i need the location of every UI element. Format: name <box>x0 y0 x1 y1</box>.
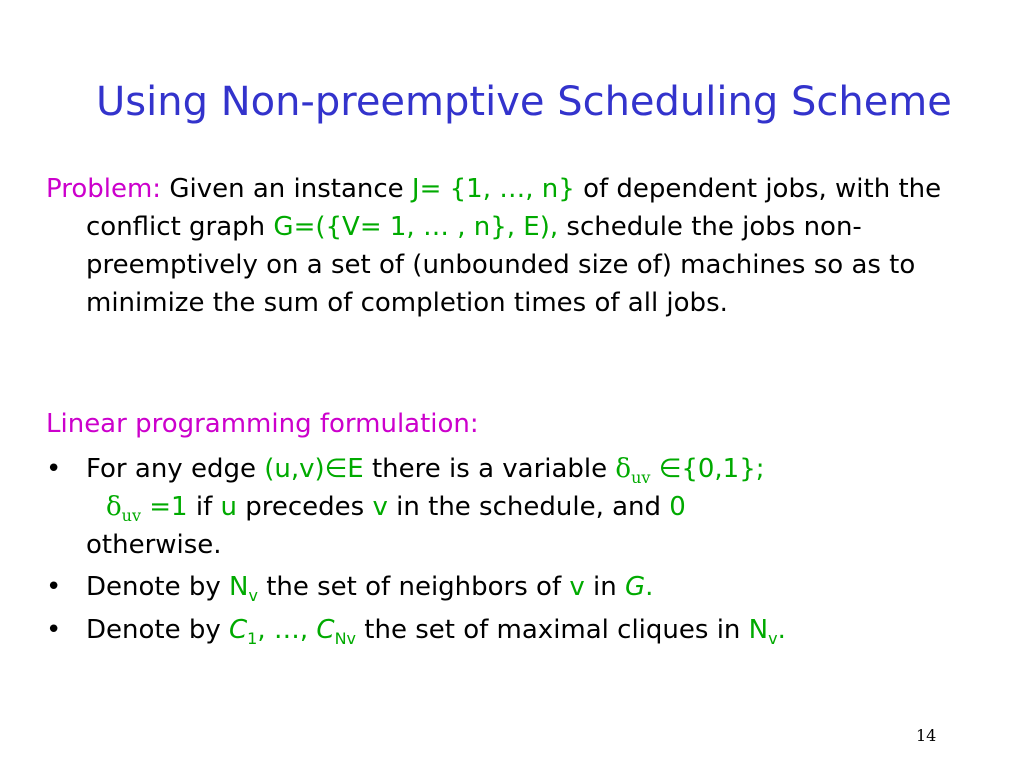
problem-math-1: J= {1, …, n} <box>411 174 575 204</box>
b1-delta <box>615 454 651 488</box>
b1-text-2: there is a variable <box>371 454 608 484</box>
b3-c2: C <box>316 615 335 645</box>
bullet-line <box>86 526 976 564</box>
b1-math-5: v <box>372 492 388 522</box>
b1-text-6: otherwise. <box>86 530 222 560</box>
b1-delta-2 <box>106 492 141 526</box>
b1-math-6: 0 <box>669 492 686 522</box>
b1-text-1: For any edge <box>86 454 256 484</box>
b1-math-2: ∈{0,1}; <box>658 454 765 484</box>
b2-text-3: in <box>593 572 617 602</box>
b1-delta-symbol: δ <box>615 454 632 484</box>
problem-text-2: of dependent jobs, with the conflict graph <box>86 174 942 242</box>
bullet-text <box>86 568 976 606</box>
b1-delta-sub: uv <box>631 468 651 488</box>
problem-paragraph <box>46 170 1016 322</box>
b1-text-5: in the schedule, and <box>396 492 662 522</box>
bullet-text <box>86 450 976 564</box>
lp-heading: Linear programming formulation: <box>46 409 479 439</box>
b1-delta-sub-2: uv <box>121 506 141 526</box>
problem-text-1: Given an instance <box>169 174 404 204</box>
b3-c1: C <box>229 615 248 645</box>
b3-math-4 <box>748 615 786 649</box>
b1-delta-symbol-2: δ <box>106 492 122 522</box>
page-number: 14 <box>916 726 937 745</box>
bullet-text <box>86 611 976 649</box>
bullet-line <box>86 450 976 488</box>
b2-math-2: v <box>569 572 585 602</box>
problem-text-3: schedule the jobs non-preemptively on a set of (unbounded size of) machines so as to minimize the sum of completion times of all jobs. <box>86 212 916 318</box>
problem-label: Problem: <box>46 174 162 204</box>
slide-title: Using Non-preemptive Scheduling Scheme <box>96 79 952 125</box>
bullet-edge-variable <box>46 450 976 564</box>
b1-math-4: u <box>220 492 237 522</box>
bullet-line <box>86 488 976 526</box>
bullet-neighbors <box>46 568 976 606</box>
b2-math-1 <box>229 572 258 606</box>
bullet-symbol: • <box>46 454 62 484</box>
b1-text-4: precedes <box>245 492 365 522</box>
bullet-symbol: • <box>46 572 62 602</box>
b1-math-1: (u,v)∈E <box>264 454 364 484</box>
b2-text-2: the set of neighbors of <box>266 572 562 602</box>
bullet-cliques <box>46 611 976 649</box>
b2-text-1: Denote by <box>86 572 221 602</box>
b1-math-3: =1 <box>149 492 188 522</box>
b3-period: . <box>777 615 786 645</box>
b1-text-3: if <box>195 492 213 522</box>
bullet-symbol: • <box>46 615 62 645</box>
b3-ellipsis: , …, <box>257 615 309 645</box>
b2-n-sub: v <box>248 586 258 606</box>
b3-c2-sub: Nv <box>334 629 357 649</box>
problem-math-2: G=({V= 1, … , n}, E), <box>273 212 559 242</box>
b2-math-3: G <box>625 572 646 602</box>
b2-text-4: . <box>645 572 654 602</box>
b3-text-1: Denote by <box>86 615 221 645</box>
b3-math-1 <box>229 615 357 649</box>
b2-n: N <box>229 572 249 602</box>
b3-text-2: the set of maximal cliques in <box>364 615 741 645</box>
b3-n: N <box>748 615 769 645</box>
b3-c1-sub: 1 <box>247 629 258 649</box>
b3-n-sub: v <box>768 629 778 649</box>
